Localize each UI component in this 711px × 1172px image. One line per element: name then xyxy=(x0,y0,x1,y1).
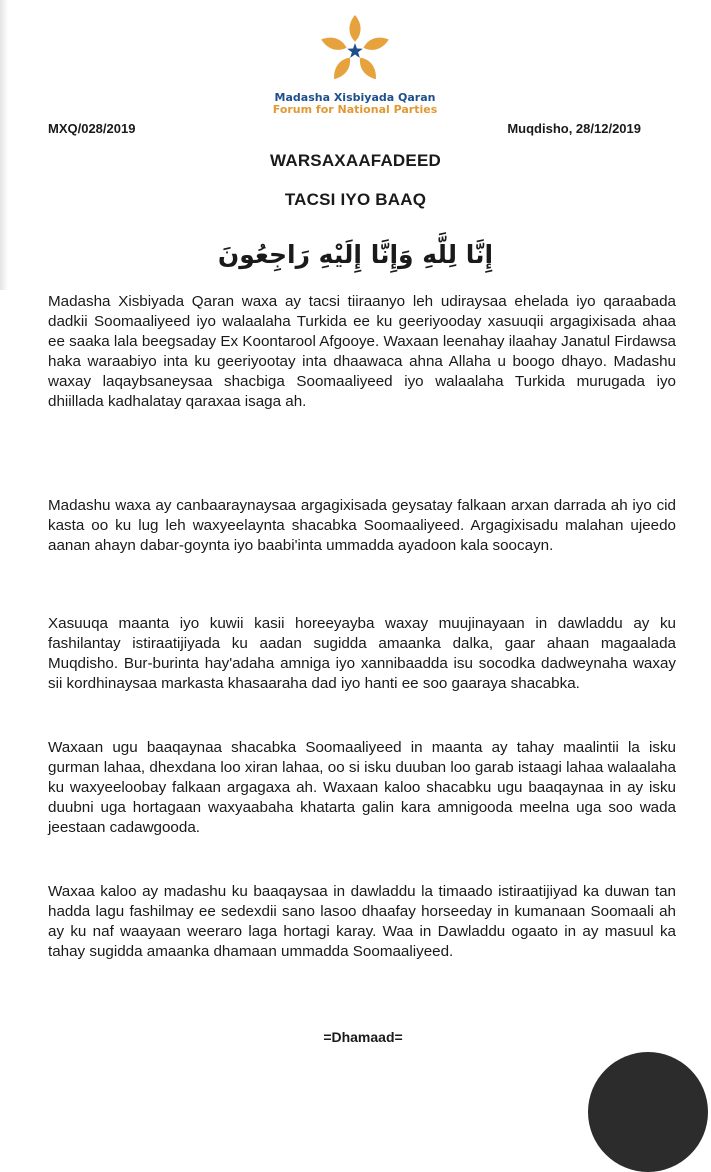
document-title: WARSAXAAFADEED xyxy=(270,151,441,170)
document-subtitle: TACSI IYO BAAQ xyxy=(284,190,427,209)
paragraph-public-appeal: Waxaan ugu baaqaynaa shacabka Soomaaliyeed in maanta ay tahay maalintii la isku gurman lahaa, dhexdana loo xiran lahaa, oo si isku duuban loo garab istaagi lahaa walaalaha ku waxyeeloobay falkaan argagaxa ah. Waxaan kaloo shacabku ugu baaqaynaa in ay isku duubni uga hortagaan waxyaabaha khatarta galin kara amnigooda meelna uga soo wada jeestaan cadawgooda. xyxy=(48,739,676,836)
corner-overlay-circle xyxy=(588,1052,708,1172)
reference-number: MXQ/028/2019 xyxy=(48,121,136,136)
org-name-english: Forum for National Parties xyxy=(272,103,438,116)
place-date: Muqdisho, 28/12/2019 xyxy=(507,121,641,136)
paragraph-security-failure: Xasuuqa maanta iyo kuwii kasii horeeyayba waxay muujinayaan in dawladdu ay ku fashilantay istiraatijiyada ku aadan sugidda amaanka dalka, gaar ahaan magaalada Muqdisho. Bur-burinta hay'adaha amniga iyo xannibaadda isu socodka dadweynaha waxay sii kordhinaysaa markasta khasaaraha dad iyo hanti ee soo gaaraya shacabka. xyxy=(48,615,676,692)
star-flower-logo-icon xyxy=(318,12,392,86)
paragraph-condemnation: Madashu waxa ay canbaaraynaysaa argagixisada geysatay falkaan arxan darrada ah iyo cid kasta oo ku lug leh waxyeelaynta shacabka Soomaaliyeed. Argagixisadu malahan ujeedo aanan ahayn dabar-goynta iyo baabi'inta ummadda ayadoon kala soocayn. xyxy=(48,497,676,554)
arabic-verse: إِنَّا لِلَّهِ وَإِنَّا إِلَيْهِ رَاجِعُونَ xyxy=(217,240,494,269)
closing-mark: =Dhamaad= xyxy=(323,1029,403,1045)
paragraph-condolence: Madasha Xisbiyada Qaran waxa ay tacsi tiiraanyo leh udiraysaa ehelada iyo qaraabada dadkii Soomaaliyeed iyo walaalaha Turkida ee ku geeriyooday xasuuqii argagixisada ahaa ee saaka lala beegsaday Ex Koontarool Afgooye. Waxaan leenahay ilaahay Janatul Firdawsa haka waraabiyo inta ku geeriyootay inta dhaawaca ahna Allaha u boogo dhayo. Madashu waxay laqaybsaneysaa shacbiga Soomaaliyeed iyo walaalaha Turkida murugada iyo dhiillada kadhalatay qaraxaa isaga ah. xyxy=(48,293,676,410)
org-name-somali: Madasha Xisbiyada Qaran xyxy=(274,91,436,104)
paragraph-government-appeal: Waxaa kaloo ay madashu ku baaqaysaa in dawladdu la timaado istiraatijiyad ka duwan tan hadda lagu fashilmay ee sedexdii sano lasoo dhaafay horseeday in kumanaan Soomaali ah ay ku naf waayaan weeraro laga hortagi karay. Waa in Dawladdu ogaato in ay masuul ka tahay sugidda amaanka dhamaan ummadda Soomaaliyeed. xyxy=(48,883,676,960)
